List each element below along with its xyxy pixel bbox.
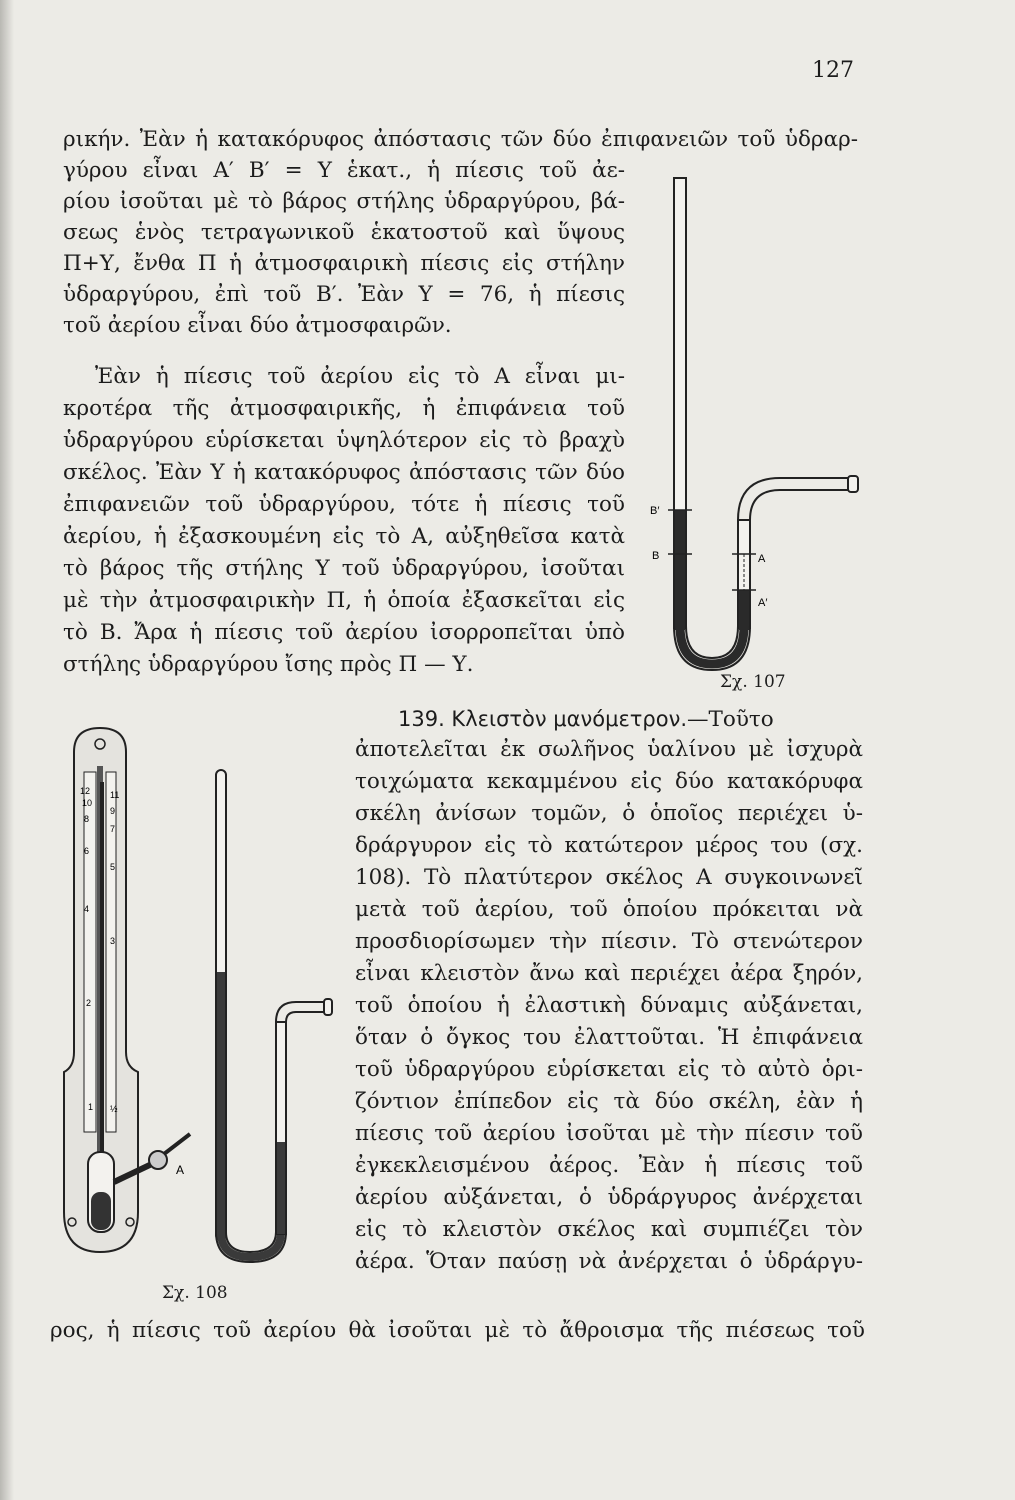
fig108-label-a-instrument: A: [176, 1163, 185, 1177]
scale-left-1: 10: [82, 798, 93, 808]
section-heading-line: [398, 704, 774, 735]
scale-right-1: 9: [110, 806, 116, 816]
page-number: 127: [812, 58, 854, 83]
text-line: στήλης ὑδραργύρου ἴσης πρὸς Π — Υ.: [63, 652, 474, 677]
text-line-last: ρος, ἡ πίεσις τοῦ ἀερίου θὰ ἰσοῦται μὲ τὸ ἄθροισμα τῆς πιέσεως τοῦ: [50, 1318, 865, 1343]
text-line: ἀερίου, ἡ ἐξασκουμένη εἰς τὸ Α, αὐξηθεῖσα κατὰ: [63, 524, 625, 549]
fig107-label-b: B: [652, 550, 660, 562]
scale-left-4: 4: [84, 904, 90, 914]
text-line: προσδιορίσωμεν τὴν πίεσιν. Τὸ στενώτερον: [355, 929, 863, 954]
text-line: τοῦ ὁποίου ἡ ἐλαστικὴ δύναμις αὐξάνεται,: [355, 993, 863, 1018]
scale-right-4: 3: [110, 936, 116, 946]
text-line: μὲ τὴν ἀτμοσφαιρικὴν Π, ἡ ὁποία ἐξασκεῖται εἰς: [63, 588, 625, 613]
fig107-label-a: A: [758, 553, 766, 565]
text-line: μετὰ τοῦ ἀερίου, τοῦ ὁποίου πρόκειται νὰ: [355, 897, 863, 922]
text-line: τοῦ ὑδραργύρου εὑρίσκεται εἰς τὸ αὐτὸ ὁρι-: [355, 1057, 863, 1082]
text-line: δράργυρον εἰς τὸ κατώτερον μέρος του (σχ.: [355, 833, 863, 858]
text-line: 108). Τὸ πλατύτερον σκέλος Α συγκοινωνεῖ: [355, 865, 863, 890]
scale-left-5: 2: [86, 998, 92, 1008]
figure-108-caption: Σχ. 108: [162, 1283, 228, 1303]
figure-107-manometer: [640, 170, 870, 690]
text-line: τοῦ ἀερίου εἶναι δύο ἀτμοσφαιρῶν.: [63, 313, 452, 338]
text-line: τὸ Β. Ἄρα ἡ πίεσις τοῦ ἀερίου ἰσορροπεῖται ὑπὸ: [63, 620, 625, 645]
text-line: γύρου εἶναι A′ B′ = Y ἑκατ., ἡ πίεσις τοῦ ἀε-: [63, 158, 625, 183]
scale-right-0: 11: [110, 790, 120, 800]
section-heading: 139. Κλειστὸν μανόμετρον.: [398, 707, 688, 731]
scale-right-5: ½: [110, 1104, 118, 1114]
scale-left-6: 1: [88, 1102, 94, 1112]
scale-right-2: 7: [110, 824, 116, 834]
text-line: κροτέρα τῆς ἀτμοσφαιρικῆς, ἡ ἐπιφάνεια τοῦ: [63, 396, 625, 421]
fig107-label-a-prime: A′: [758, 597, 768, 609]
text-line: Π+Υ, ἔνθα Π ἡ ἀτμοσφαιρικὴ πίεσις εἰς στήλην: [63, 251, 625, 276]
page-edge-shadow: [0, 0, 14, 1500]
text-line: εἶναι κλειστὸν ἄνω καὶ περιέχει ἀέρα ξηρόν,: [355, 961, 863, 986]
text-line: σκέλος. Ἐὰν Υ ἡ κατακόρυφος ἀπόστασις τῶν δύο: [63, 460, 625, 485]
text-line: ρικήν. Ἐὰν ἡ κατακόρυφος ἀπόστασις τῶν δύο ἐπιφανειῶν τοῦ ὑδραρ-: [63, 127, 858, 152]
scale-left-2: 8: [84, 814, 90, 824]
text-line: τὸ βάρος τῆς στήλης Υ τοῦ ὑδραργύρου, ἰσοῦται: [63, 556, 625, 581]
text-line: τοιχώματα κεκαμμένου εἰς δύο κατακόρυφα: [355, 769, 863, 794]
text-line: ἐγκεκλεισμένου ἀέρος. Ἐὰν ἡ πίεσις τοῦ: [355, 1153, 863, 1178]
text-line: ἀποτελεῖται ἐκ σωλῆνος ὑαλίνου μὲ ἰσχυρὰ: [355, 737, 863, 762]
scale-left-0: 12: [80, 786, 91, 796]
figure-107-caption: Σχ. 107: [720, 672, 786, 692]
text-line: ὅταν ὁ ὄγκος του ἐλαττοῦται. Ἡ ἐπιφάνεια: [355, 1025, 863, 1050]
text-line: ρίου ἰσοῦται μὲ τὸ βάρος στήλης ὑδραργύρου, βά-: [63, 189, 625, 214]
heading-continuation: —Τοῦτο: [687, 707, 774, 732]
text-line: ἀερίου αὐξάνεται, ὁ ὑδράργυρος ἀνέρχεται: [355, 1185, 863, 1210]
text-line: ζόντιον ἐπίπεδον εἰς τὰ δύο σκέλη, ἐὰν ἡ: [355, 1089, 863, 1114]
text-line: ὑδραργύρου εὑρίσκεται ὑψηλότερον εἰς τὸ βραχὺ: [63, 428, 625, 453]
text-line: ὑδραργύρου, ἐπὶ τοῦ Β′. Ἐὰν Υ = 76, ἡ πίεσις: [63, 282, 625, 307]
text-line: ἐπιφανειῶν τοῦ ὑδραργύρου, τότε ἡ πίεσις τοῦ: [63, 492, 625, 517]
text-line: Ἐὰν ἡ πίεσις τοῦ ἀερίου εἰς τὸ Α εἶναι μι-: [95, 364, 625, 389]
scale-right-3: 5: [110, 862, 116, 872]
text-line: ἀέρα. Ὅταν παύσῃ νὰ ἀνέρχεται ὁ ὑδράργυ-: [355, 1249, 863, 1274]
scale-left-3: 6: [84, 846, 90, 856]
text-line: σεως ἑνὸς τετραγωνικοῦ ἑκατοστοῦ καὶ ὕψους: [63, 220, 625, 245]
fig107-label-b-prime: B′: [650, 505, 660, 517]
text-line: σκέλη ἀνίσων τομῶν, ὁ ὁποῖος περιέχει ὑ-: [355, 801, 863, 826]
text-line: πίεσις τοῦ ἀερίου ἰσοῦται μὲ τὴν πίεσιν τοῦ: [355, 1121, 863, 1146]
figure-108-closed-manometer: [60, 722, 345, 1282]
text-line: εἰς τὸ κλειστὸν σκέλος καὶ συμπιέζει τὸν: [355, 1217, 863, 1242]
